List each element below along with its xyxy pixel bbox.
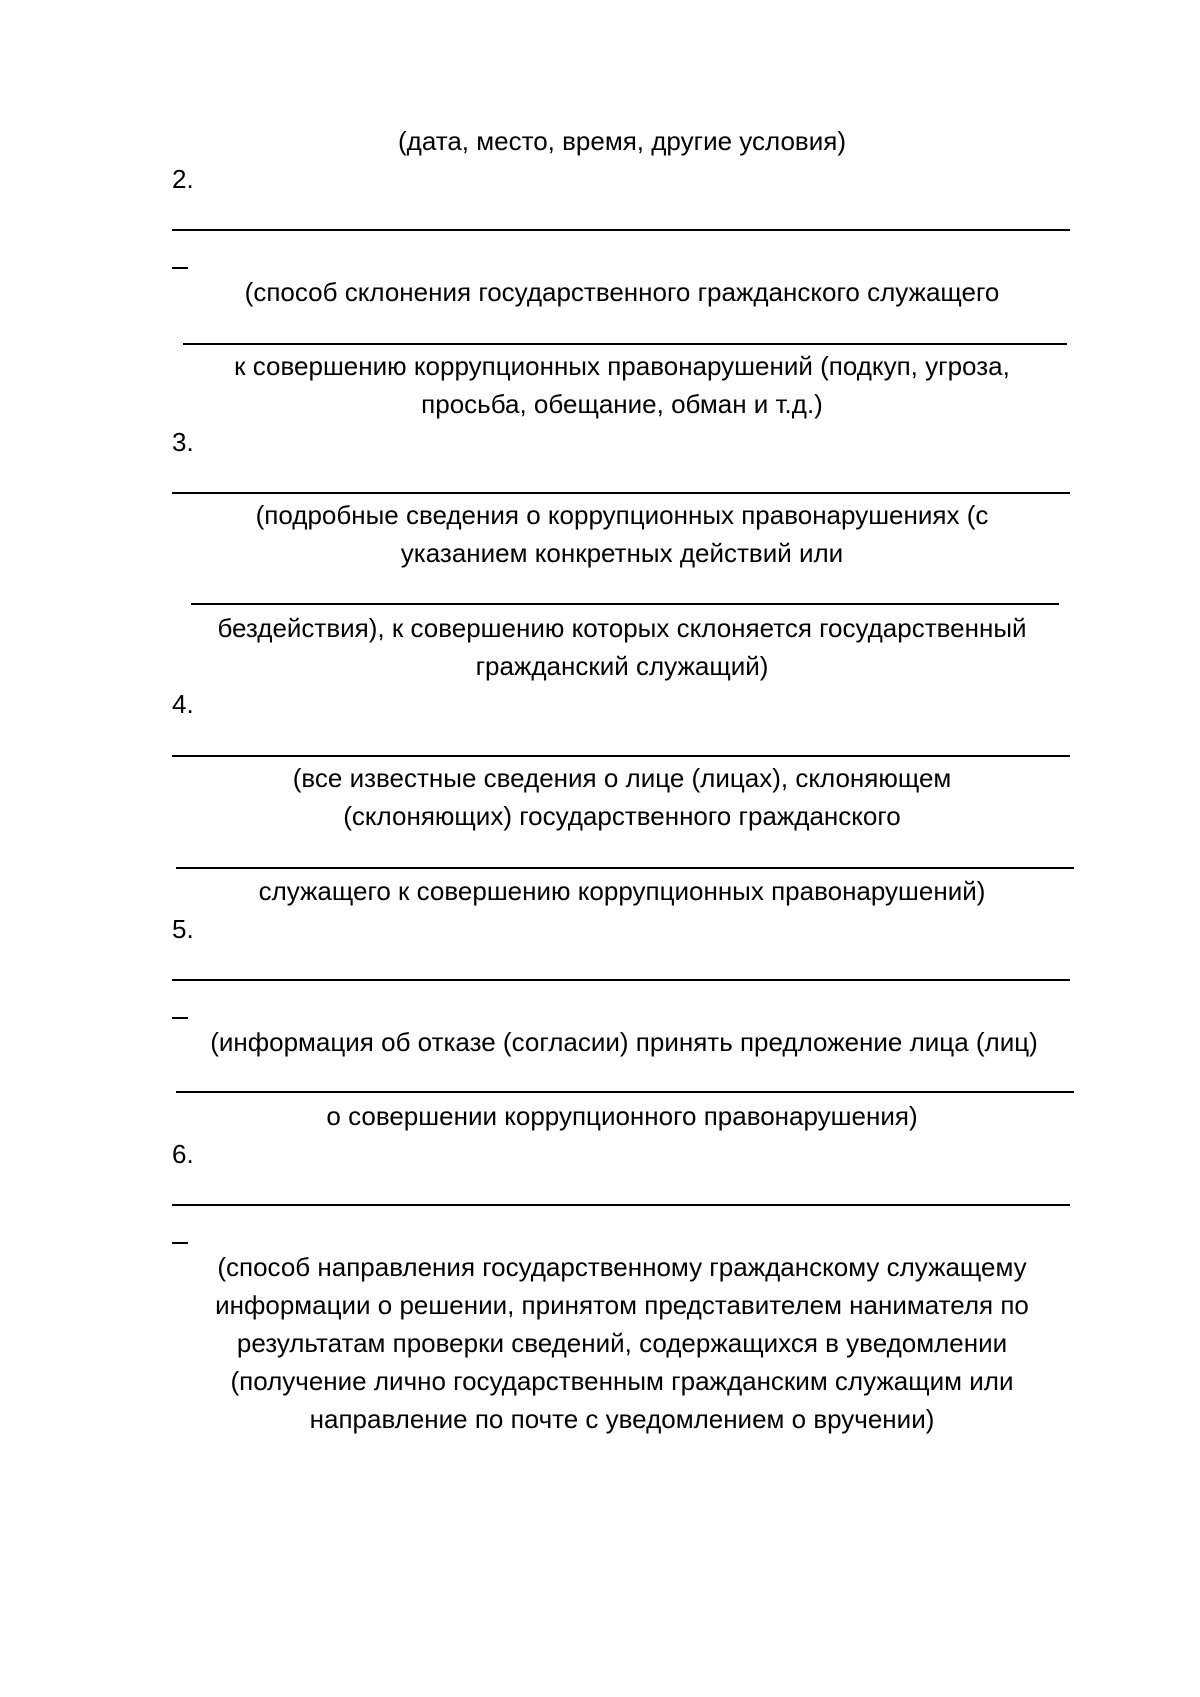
caption-delivery-cont: информации о решении, принятом представителем нанимателя по [215, 1290, 1029, 1320]
fill-line [183, 343, 1067, 345]
item-number-2: 2. [172, 164, 194, 194]
item-number-6: 6. [172, 1139, 194, 1169]
dash-mark [172, 1017, 188, 1019]
caption-method-cont2: просьба, обещание, обман и т.д.) [421, 389, 823, 419]
caption-details-cont: указанием конкретных действий или [400, 538, 844, 568]
caption-refusal-cont: о совершении коррупционного правонарушения) [326, 1101, 918, 1131]
fill-line [176, 1091, 1074, 1093]
caption-delivery-cont3: (получение лично государственным гражданским служащим или [230, 1366, 1014, 1396]
item-number-3: 3. [172, 427, 194, 457]
fill-line [172, 1204, 1070, 1206]
caption-persons-cont: (склоняющих) государственного гражданского [343, 801, 901, 831]
caption-details-cont3: гражданский служащий) [475, 651, 769, 681]
caption-date-place: (дата, место, время, другие условия) [398, 126, 846, 156]
dash-mark [172, 1242, 188, 1244]
caption-method: (способ склонения государственного гражданского служащего [244, 277, 1000, 307]
caption-persons-cont2: служащего к совершению коррупционных правонарушений) [258, 876, 986, 906]
caption-details-cont2: бездействия), к совершению которых склоняется государственный [217, 613, 1027, 643]
item-number-4: 4. [172, 689, 194, 719]
fill-line [172, 979, 1070, 981]
caption-method-cont: к совершению коррупционных правонарушений (подкуп, угроза, [234, 351, 1010, 381]
fill-line [172, 755, 1070, 757]
caption-persons: (все известные сведения о лице (лицах), склоняющем [292, 763, 952, 793]
fill-line [191, 603, 1059, 605]
caption-delivery-cont4: направление по почте с уведомлением о вручении) [309, 1404, 935, 1434]
dash-mark [172, 267, 188, 269]
fill-line [172, 492, 1070, 494]
caption-delivery: (способ направления государственному гражданскому служащему [217, 1252, 1027, 1282]
caption-delivery-cont2: результатам проверки сведений, содержащихся в уведомлении [236, 1328, 1008, 1358]
item-number-5: 5. [172, 914, 194, 944]
fill-line [172, 229, 1070, 231]
caption-refusal: (информация об отказе (согласии) принять предложение лица (лиц) [210, 1027, 1038, 1057]
caption-details: (подробные сведения о коррупционных правонарушениях (с [255, 500, 989, 530]
fill-line [176, 867, 1074, 869]
